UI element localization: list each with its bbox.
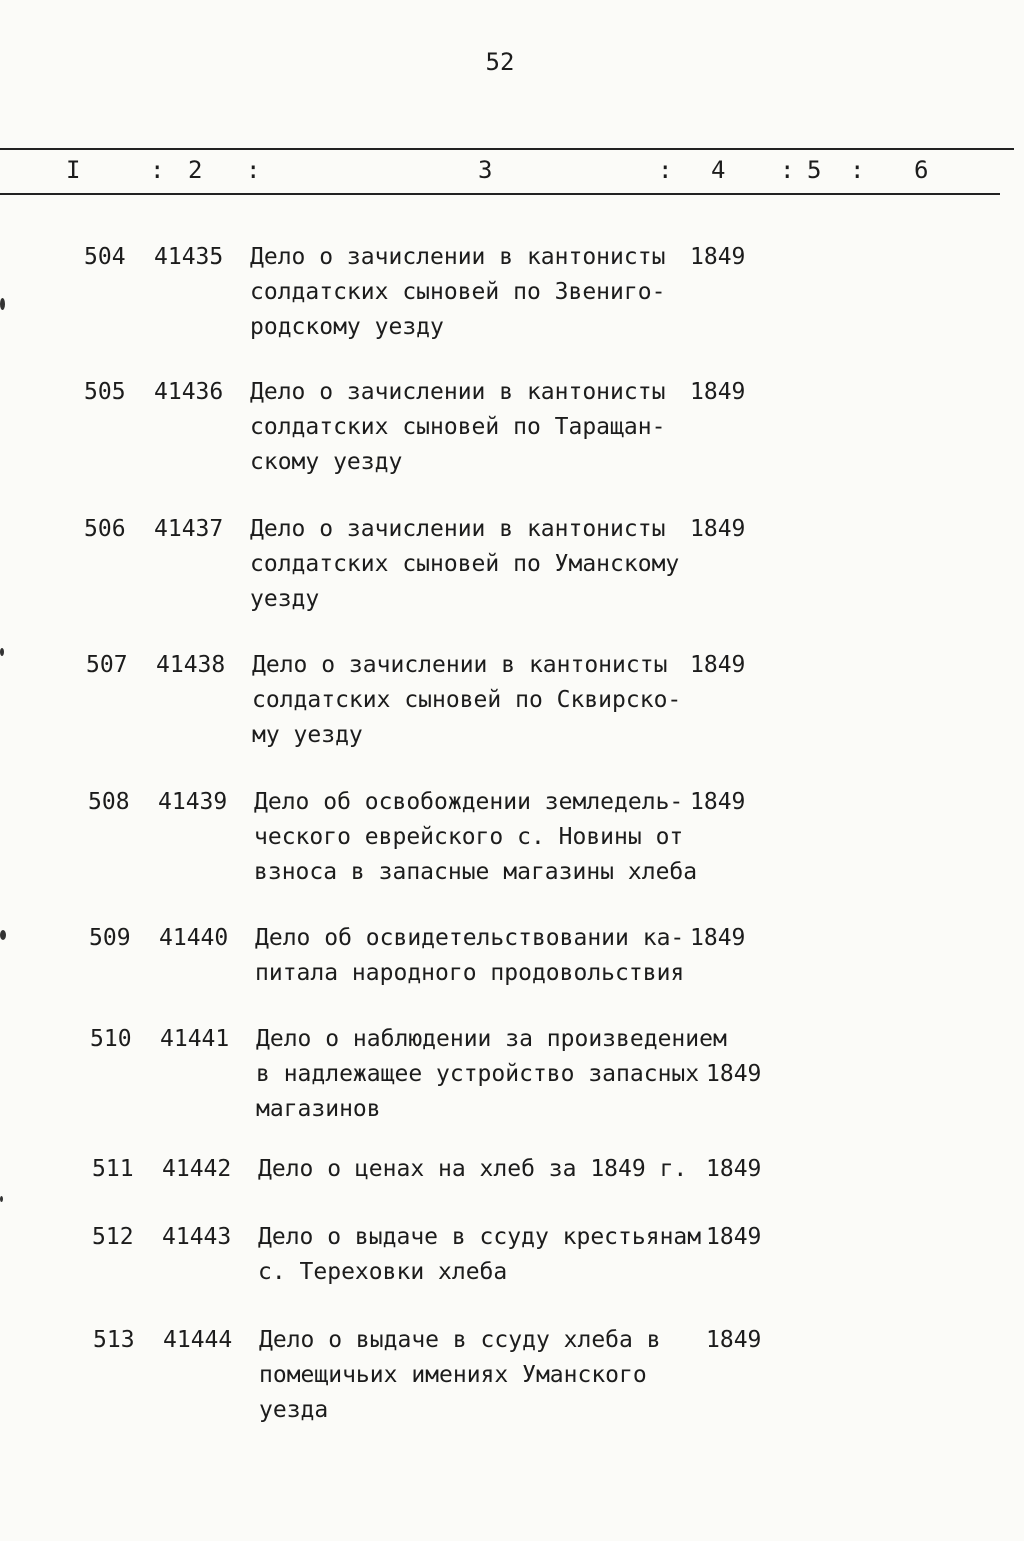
description-line: Дело о выдаче в ссуду хлеба в [259, 1327, 661, 1353]
entry-code: 41440 [159, 925, 229, 951]
entry-code: 41443 [162, 1224, 232, 1250]
scan-speck [0, 930, 6, 940]
description-line: солдатских сыновей по Таращан- [250, 414, 666, 440]
description-line: помещичьих имениях Уманского [259, 1362, 647, 1388]
column-header-3: 3 [478, 156, 493, 184]
column-separator: : [246, 156, 261, 184]
entry-number: 510 [90, 1026, 132, 1052]
entry-number: 506 [84, 516, 126, 542]
entry-description [258, 1220, 701, 1290]
entry-year: 1849 [690, 379, 746, 405]
entry-code: 41442 [162, 1156, 232, 1182]
entry-number: 508 [88, 789, 130, 815]
description-line: солдатских сыновей по Уманскому [250, 551, 680, 577]
entry-code: 41436 [154, 379, 224, 405]
entry-code: 41444 [163, 1327, 233, 1353]
column-separator: : [850, 156, 865, 184]
description-line: магазинов [256, 1096, 381, 1122]
entry-year: 1849 [690, 244, 746, 270]
entry-year: 1849 [706, 1061, 762, 1087]
table-header-rule [0, 193, 1000, 195]
column-header-2: 2 [188, 156, 203, 184]
description-line: питала народного продовольствия [255, 960, 685, 986]
entry-description [250, 375, 665, 480]
column-header-1: I [66, 156, 81, 184]
entry-description [254, 785, 697, 890]
column-separator: : [780, 156, 795, 184]
description-line: ческого еврейского с. Новины от [254, 824, 684, 850]
column-separator: : [150, 156, 165, 184]
scan-speck [0, 298, 5, 310]
entry-year: 1849 [690, 789, 746, 815]
entry-year: 1849 [690, 652, 746, 678]
entry-number: 511 [92, 1156, 134, 1182]
column-header-5: 5 [807, 156, 822, 184]
entry-code: 41437 [154, 516, 224, 542]
description-line: Дело о выдаче в ссуду крестьянам [258, 1224, 702, 1250]
description-line: солдатских сыновей по Звениго- [250, 279, 666, 305]
description-line: взноса в запасные магазины хлеба [254, 859, 698, 885]
entry-description [250, 240, 665, 345]
page-number: 52 [485, 48, 515, 76]
entry-code: 41439 [158, 789, 228, 815]
entry-year: 1849 [706, 1327, 762, 1353]
description-line: в надлежащее устройство запасных [256, 1061, 700, 1087]
entry-code: 41438 [156, 652, 226, 678]
entry-description [258, 1152, 687, 1187]
entry-number: 513 [93, 1327, 135, 1353]
description-line: Дело о зачислении в кантонисты [250, 244, 666, 270]
description-line: скому уезду [250, 449, 403, 475]
entry-description [256, 1022, 727, 1127]
description-line: с. Тереховки хлеба [258, 1259, 508, 1285]
description-line: Дело о зачислении в кантонисты [252, 652, 668, 678]
description-line: Дело о ценах на хлеб за 1849 г. [258, 1156, 688, 1182]
entry-code: 41441 [160, 1026, 230, 1052]
entry-number: 507 [86, 652, 128, 678]
description-line: родскому уезду [250, 314, 444, 340]
description-line: му уезду [252, 722, 363, 748]
entry-number: 505 [84, 379, 126, 405]
scan-speck [0, 648, 4, 656]
description-line: уезду [250, 586, 320, 612]
description-line: Дело об освидетельствовании ка- [255, 925, 685, 951]
entry-year: 1849 [706, 1156, 762, 1182]
entry-description [255, 921, 684, 991]
table-top-rule [0, 148, 1014, 150]
entry-number: 504 [84, 244, 126, 270]
entry-description [259, 1323, 661, 1428]
entry-year: 1849 [690, 925, 746, 951]
entry-description [250, 512, 679, 617]
entry-year: 1849 [690, 516, 746, 542]
entry-number: 509 [89, 925, 131, 951]
description-line: Дело о зачислении в кантонисты [250, 379, 666, 405]
description-line: Дело о зачислении в кантонисты [250, 516, 666, 542]
description-line: уезда [259, 1397, 329, 1423]
entry-code: 41435 [154, 244, 224, 270]
column-header-6: 6 [914, 156, 929, 184]
column-separator: : [658, 156, 673, 184]
column-header-4: 4 [711, 156, 726, 184]
entry-year: 1849 [706, 1224, 762, 1250]
description-line: Дело о наблюдении за произведением [256, 1026, 727, 1052]
scan-speck [0, 1196, 3, 1202]
description-line: Дело об освобождении земледель- [254, 789, 684, 815]
entry-description [252, 648, 681, 753]
description-line: солдатских сыновей по Сквирско- [252, 687, 682, 713]
entry-number: 512 [92, 1224, 134, 1250]
